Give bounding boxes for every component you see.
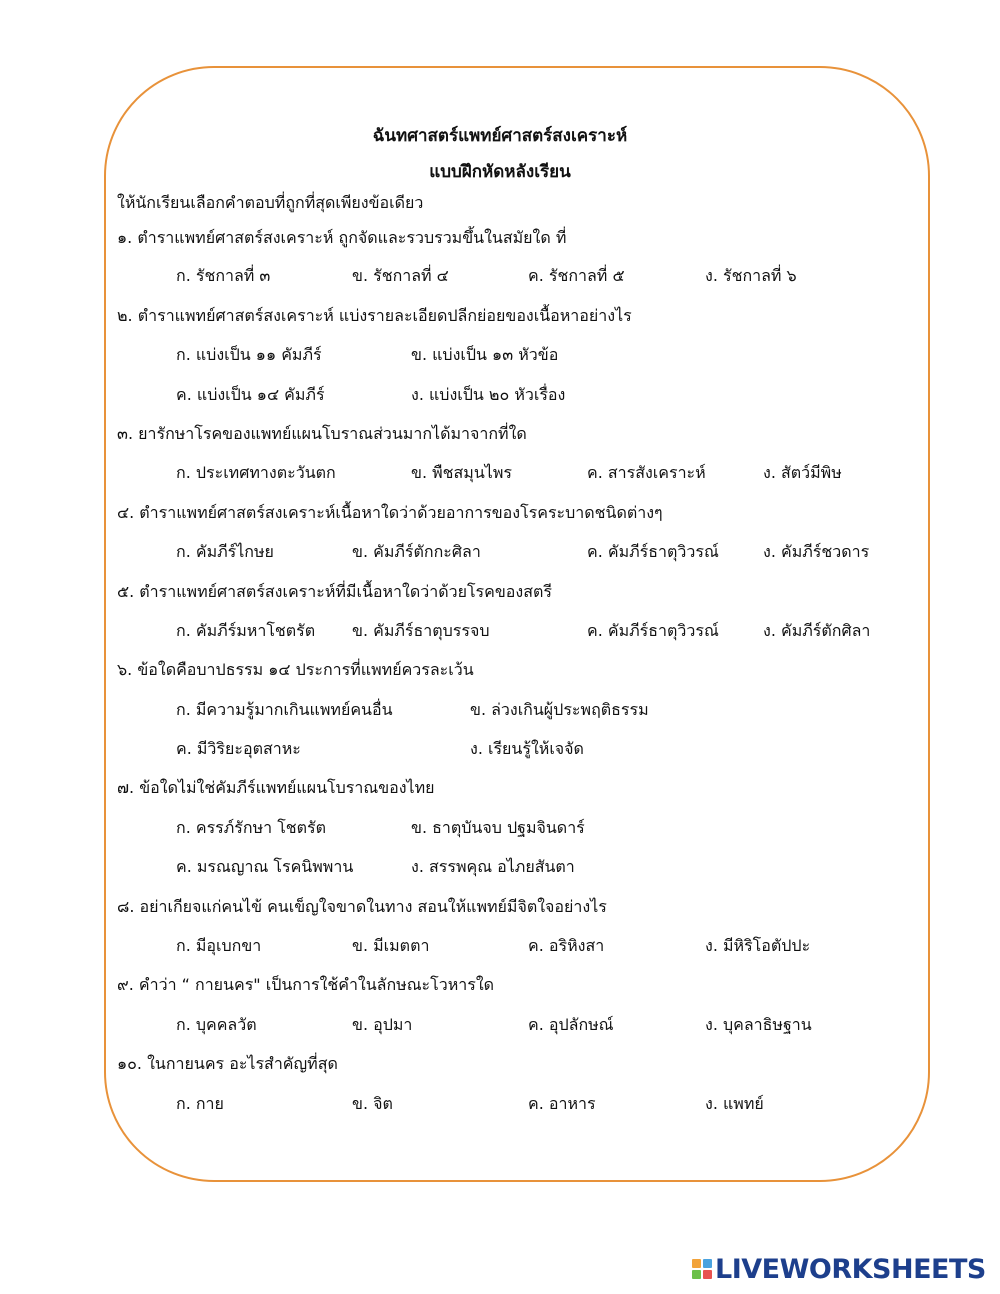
q8-option-b[interactable]: ข. มีเมตตา xyxy=(352,936,430,955)
q2-option-a[interactable]: ก. แบ่งเป็น ๑๑ คัมภีร์ xyxy=(176,345,322,364)
liveworksheets-logo[interactable] xyxy=(692,1252,986,1286)
question-6: ๖. ข้อใดคือบาปธรรม ๑๔ ประการที่แพทย์ควรละเว้น xyxy=(117,660,474,679)
q8-option-a[interactable]: ก. มีอุเบกขา xyxy=(176,936,262,955)
q6-option-d[interactable]: ง. เรียนรู้ให้เจจัด xyxy=(470,739,584,758)
q10-option-d[interactable]: ง. แพทย์ xyxy=(705,1094,764,1113)
q8-option-d[interactable]: ง. มีหิริโอตัปปะ xyxy=(705,936,811,955)
q5-option-c[interactable]: ค. คัมภีร์ธาตุวิวรณ์ xyxy=(587,621,719,640)
q1-option-b[interactable]: ข. รัชกาลที่ ๔ xyxy=(352,266,449,285)
q10-option-c[interactable]: ค. อาหาร xyxy=(528,1094,596,1113)
q6-option-b[interactable]: ข. ล่วงเกินผู้ประพฤติธรรม xyxy=(470,700,649,719)
q8-option-c[interactable]: ค. อริหิงสา xyxy=(528,936,605,955)
question-9: ๙. คำว่า “ กายนคร" เป็นการใช้คำในลักษณะโวหารใด xyxy=(117,975,495,994)
page-subtitle: แบบฝึกหัดหลังเรียน xyxy=(429,162,571,182)
q9-option-d[interactable]: ง. บุคลาธิษฐาน xyxy=(705,1015,812,1034)
q9-option-a[interactable]: ก. บุคคลวัต xyxy=(176,1015,257,1034)
q2-option-d[interactable]: ง. แบ่งเป็น ๒๐ หัวเรื่อง xyxy=(411,385,566,404)
q4-option-d[interactable]: ง. คัมภีร์ชวดาร xyxy=(763,542,870,561)
q10-option-b[interactable]: ข. จิต xyxy=(352,1094,393,1113)
question-1: ๑. ตำราแพทย์ศาสตร์สงเคราะห์ ถูกจัดและรวบรวมขึ้นในสมัยใด ที่ xyxy=(117,228,567,247)
question-3: ๓. ยารักษาโรคของแพทย์แผนโบราณส่วนมากได้มาจากที่ใด xyxy=(117,424,527,443)
q5-option-d[interactable]: ง. คัมภีร์ตักศิลา xyxy=(763,621,871,640)
q3-option-b[interactable]: ข. พืชสมุนไพร xyxy=(411,463,512,482)
q6-option-c[interactable]: ค. มีวิริยะอุตสาหะ xyxy=(176,739,301,758)
q2-option-c[interactable]: ค. แบ่งเป็น ๑๔ คัมภีร์ xyxy=(176,385,325,404)
q1-option-d[interactable]: ง. รัชกาลที่ ๖ xyxy=(705,266,797,285)
page-title: ฉันทศาสตร์แพทย์ศาสตร์สงเคราะห์ xyxy=(372,126,628,146)
q9-option-b[interactable]: ข. อุปมา xyxy=(352,1015,413,1034)
q5-option-b[interactable]: ข. คัมภีร์ธาตุบรรจบ xyxy=(352,621,490,640)
q6-option-a[interactable]: ก. มีความรู้มากเกินแพทย์คนอื่น xyxy=(176,700,393,719)
logo-text: LIVEWORKSHEETS xyxy=(715,1253,986,1285)
logo-block xyxy=(692,1270,701,1279)
logo-block xyxy=(703,1259,712,1268)
question-7: ๗. ข้อใดไม่ใช่คัมภีร์แพทย์แผนโบราณของไทย xyxy=(117,778,435,797)
q7-option-b[interactable]: ข. ธาตุบันจบ ปฐมจินดาร์ xyxy=(411,818,585,837)
logo-block xyxy=(692,1259,701,1268)
q7-option-c[interactable]: ค. มรณญาณ โรคนิพพาน xyxy=(176,857,354,876)
question-2: ๒. ตำราแพทย์ศาสตร์สงเคราะห์ แบ่งรายละเอียดปลีกย่อยของเนื้อหาอย่างไร xyxy=(117,306,632,325)
instruction-text: ให้นักเรียนเลือกคำตอบที่ถูกที่สุดเพียงข้อเดียว xyxy=(117,193,424,212)
q1-option-c[interactable]: ค. รัชกาลที่ ๕ xyxy=(528,266,625,285)
logo-blocks-icon xyxy=(692,1259,712,1279)
q10-option-a[interactable]: ก. กาย xyxy=(176,1094,224,1113)
q3-option-c[interactable]: ค. สารสังเคราะห์ xyxy=(587,463,706,482)
q3-option-d[interactable]: ง. สัตว์มีพิษ xyxy=(763,463,842,482)
q7-option-d[interactable]: ง. สรรพคุณ อไภยสันตา xyxy=(411,857,575,876)
logo-block xyxy=(703,1270,712,1279)
q4-option-b[interactable]: ข. คัมภีร์ตักกะศิลา xyxy=(352,542,481,561)
question-4: ๔. ตำราแพทย์ศาสตร์สงเคราะห์เนื้อหาใดว่าด้วยอาการของโรคระบาดชนิดต่างๆ xyxy=(117,503,663,522)
q7-option-a[interactable]: ก. ครรภ์รักษา โชตรัต xyxy=(176,818,327,837)
question-5: ๕. ตำราแพทย์ศาสตร์สงเคราะห์ที่มีเนื้อหาใดว่าด้วยโรคของสตรี xyxy=(117,582,552,601)
q4-option-c[interactable]: ค. คัมภีร์ธาตุวิวรณ์ xyxy=(587,542,719,561)
q1-option-a[interactable]: ก. รัชกาลที่ ๓ xyxy=(176,266,271,285)
q3-option-a[interactable]: ก. ประเทศทางตะวันตก xyxy=(176,463,336,482)
q2-option-b[interactable]: ข. แบ่งเป็น ๑๓ หัวข้อ xyxy=(411,345,559,364)
question-8: ๘. อย่าเกียจแก่คนไข้ คนเข็ญใจขาดในทาง สอนให้แพทย์มีจิตใจอย่างไร xyxy=(117,897,607,916)
q9-option-c[interactable]: ค. อุปลักษณ์ xyxy=(528,1015,614,1034)
q4-option-a[interactable]: ก. คัมภีร์ไกษย xyxy=(176,542,274,561)
question-10: ๑๐. ในกายนคร อะไรสำคัญที่สุด xyxy=(117,1054,338,1073)
q5-option-a[interactable]: ก. คัมภีร์มหาโชตรัต xyxy=(176,621,316,640)
